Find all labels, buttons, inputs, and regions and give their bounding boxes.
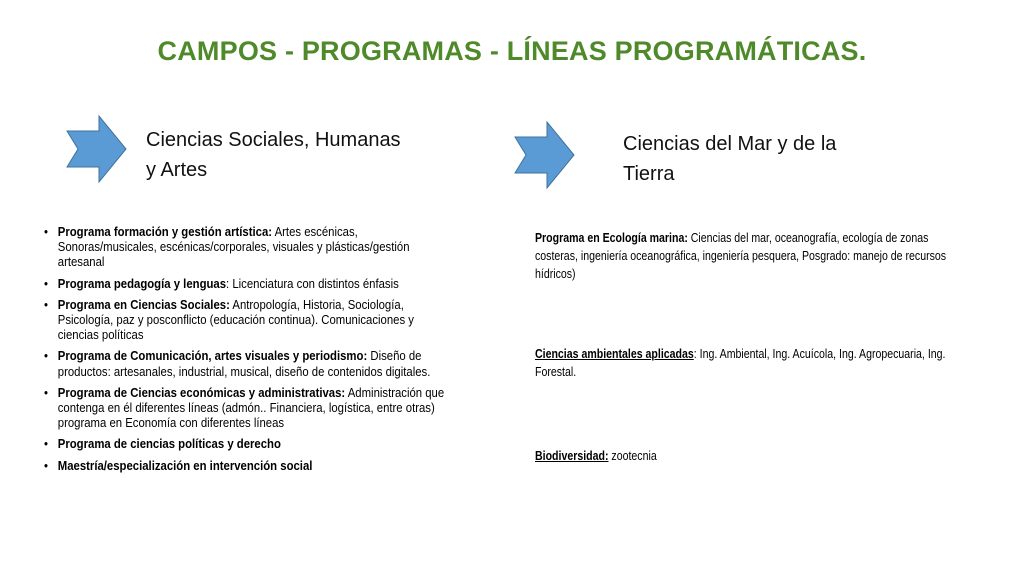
left-heading-line1: Ciencias Sociales, Humanas	[146, 129, 401, 151]
program-detail: zootecnia	[608, 449, 657, 463]
list-item	[44, 224, 448, 270]
right-heading	[623, 129, 836, 189]
program-detail: Ciencias del mar, oceanografía, ecología de zonas costeras, ingeniería oceanográfica, ingeniería pesquera, Posgrado: manejo de recursos hídricos)	[535, 231, 947, 281]
program-detail: : Ing. Ambiental, Ing. Acuícola, Ing. Agropecuaria, Ing. Forestal.	[535, 347, 946, 379]
left-arrow-shape	[67, 116, 126, 182]
left-program-list	[44, 224, 448, 479]
program-detail: : Licenciatura con distintos énfasis	[226, 275, 399, 291]
program-name: Programa de ciencias políticas y derecho	[57, 436, 281, 452]
bullet: •	[44, 457, 48, 473]
program-detail: Antropología, Historia, Sociología, Psicología, paz y posconflicto (educación continua). Comunicaciones y ciencias políticas	[57, 296, 414, 343]
list-item	[44, 348, 448, 378]
left-heading	[146, 125, 401, 185]
list-item	[44, 276, 448, 291]
list-item	[44, 436, 448, 451]
program-name: Programa en Ecología marina:	[535, 231, 688, 245]
program-name: Programa de Ciencias económicas y administrativas:	[57, 384, 346, 400]
slide-title: CAMPOS - PROGRAMAS - LÍNEAS PROGRAMÁTICAS.	[157, 36, 867, 66]
program-name: Biodiversidad:	[535, 449, 609, 463]
program-detail: Administración que contenga en él diferentes líneas (admón.. Financiera, logística, entre otras) programa en Economía con diferentes líneas	[57, 384, 445, 431]
bullet: •	[44, 296, 48, 312]
right-heading-line2: Tierra	[623, 163, 675, 185]
bullet: •	[44, 436, 48, 452]
right-arrow-icon	[512, 120, 576, 190]
program-name: Programa pedagogía y lenguas	[57, 275, 227, 291]
left-heading-line2: y Artes	[146, 159, 208, 181]
bullet: •	[44, 275, 48, 291]
right-item-biodiversidad	[535, 447, 955, 465]
right-item-ecologia	[535, 229, 955, 283]
list-item	[44, 458, 448, 473]
left-arrow-icon	[64, 114, 128, 184]
bullet: •	[44, 348, 48, 364]
program-name: Programa formación y gestión artística:	[57, 224, 273, 239]
program-name: Ciencias ambientales aplicadas	[535, 347, 694, 361]
right-arrow-shape	[515, 122, 574, 188]
right-heading-line1: Ciencias del Mar y de la	[623, 133, 837, 155]
program-name: Programa de Comunicación, artes visuales y periodismo:	[57, 348, 368, 364]
program-name: Maestría/especialización en intervención social	[57, 457, 313, 473]
program-name: Programa en Ciencias Sociales:	[57, 296, 230, 312]
program-detail: Diseño de productos: artesanales, industrial, musical, diseño de contenidos digitales.	[57, 348, 431, 379]
program-detail: Artes escénicas, Sonoras/musicales, escénicas/corporales, visuales y plásticas/gestión artesanal	[57, 224, 410, 270]
bullet: •	[44, 384, 48, 400]
list-item	[44, 297, 448, 343]
right-item-ambientales	[535, 345, 955, 381]
list-item	[44, 385, 448, 431]
bullet: •	[44, 224, 48, 239]
